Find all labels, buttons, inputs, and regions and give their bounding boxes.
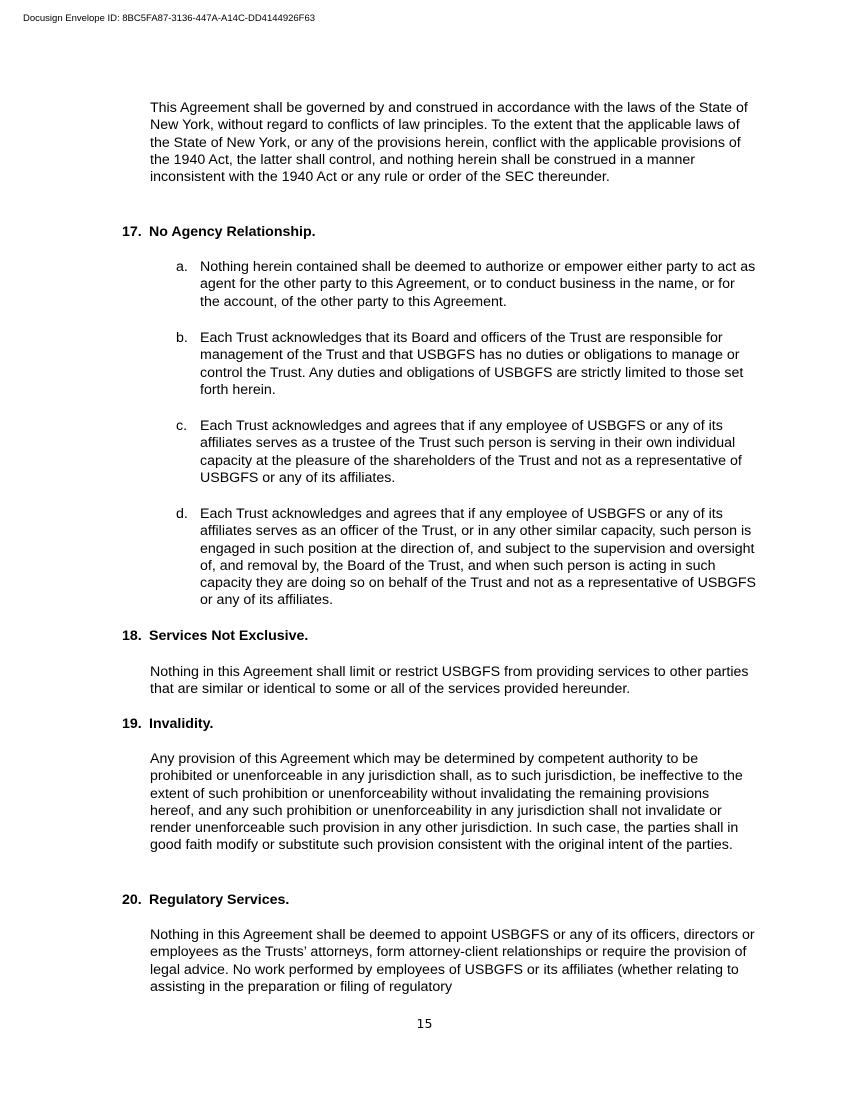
- section-20-title: Regulatory Services.: [149, 892, 290, 908]
- section-17-item-a: [176, 259, 756, 311]
- item-letter: b.: [176, 330, 188, 346]
- section-19-title: Invalidity.: [149, 716, 214, 732]
- section-18-text: Nothing in this Agreement shall limit or restrict USBGFS from providing services to other parties that are similar or identical to some or all of the services provided hereunder.: [150, 664, 749, 698]
- item-text: Each Trust acknowledges and agrees that if any employee of USBGFS or any of its affiliates serves as an officer of the Trust, or in any other similar capacity, such person is engaged in such position at the direction of, and subject to the supervision and oversight of, and removal by, the Board of the Trust, and when such person is acting in such capacity they are doing so on behalf of the Trust and not as a representative of USBGFS or any of its affiliates.: [200, 506, 756, 609]
- item-letter: a.: [176, 259, 188, 275]
- item-text: Each Trust acknowledges and agrees that if any employee of USBGFS or any of its affiliates serves as a trustee of the Trust such person is serving in their own individual capacity at the pleasure of the shareholders of the Trust and not as a representative of USBGFS or any of its affiliates.: [200, 418, 742, 486]
- section-20-number: 20.: [122, 892, 142, 908]
- section-17-item-d: [176, 506, 756, 610]
- section-17-heading: [122, 224, 316, 241]
- section-17-item-b: [176, 330, 756, 399]
- item-text: Nothing herein contained shall be deemed to authorize or empower either party to act as agent for the other party to this Agreement, or to conduct business in the name, or for the account, of the other party to this Agreement.: [200, 259, 756, 310]
- item-text: Each Trust acknowledges that its Board and officers of the Trust are responsible for management of the Trust and that USBGFS has no duties or obligations to manage or control the Trust. Any duties and obligations of USBGFS are strictly limited to those set forth herein.: [200, 330, 744, 398]
- section-18-title: Services Not Exclusive.: [149, 628, 309, 644]
- section-18-heading: [122, 628, 308, 645]
- section-18-number: 18.: [122, 628, 142, 644]
- page-number: 15: [416, 1016, 433, 1031]
- section-17-title: No Agency Relationship.: [149, 224, 316, 240]
- section-19-text: Any provision of this Agreement which may be determined by competent authority to be prohibited or unenforceable in any jurisdiction shall, as to such jurisdiction, be ineffective to the extent of such prohibition or unenforceability without invalidating the remaining provisions hereof, and any such prohibition or unenforceability in any jurisdiction shall not invalidate or render unenforceable such provision in any other jurisdiction. In such case, the parties shall in good faith modify or substitute such provision consistent with the original intent of the parties.: [150, 751, 743, 854]
- item-letter: d.: [176, 506, 188, 522]
- section-17-item-c: [176, 418, 756, 487]
- section-20-heading: [122, 892, 289, 909]
- envelope-id: Docusign Envelope ID: 8BC5FA87-3136-447A-A14C-DD4144926F63: [23, 13, 316, 24]
- item-letter: c.: [176, 418, 188, 434]
- section-20-text: Nothing in this Agreement shall be deemed to appoint USBGFS or any of its officers, directors or employees as the Trusts’ attorneys, form attorney-client relationships or require the provision of legal advice. No work performed by employees of USBGFS or its affiliates (whether relating to assisting in the preparation or filing of regulatory: [150, 927, 755, 995]
- section-17-number: 17.: [122, 224, 142, 240]
- section-19-heading: [122, 716, 213, 733]
- intro-paragraph: This Agreement shall be governed by and construed in accordance with the laws of the State of New York, without regard to conflicts of law principles. To the extent that the applicable laws of the State of New York, or any of the provisions herein, conflict with the applicable provisions of the 1940 Act, the latter shall control, and nothing herein shall be construed in a manner inconsistent with the 1940 Act or any rule or order of the SEC thereunder.: [150, 100, 748, 186]
- section-19-number: 19.: [122, 716, 142, 732]
